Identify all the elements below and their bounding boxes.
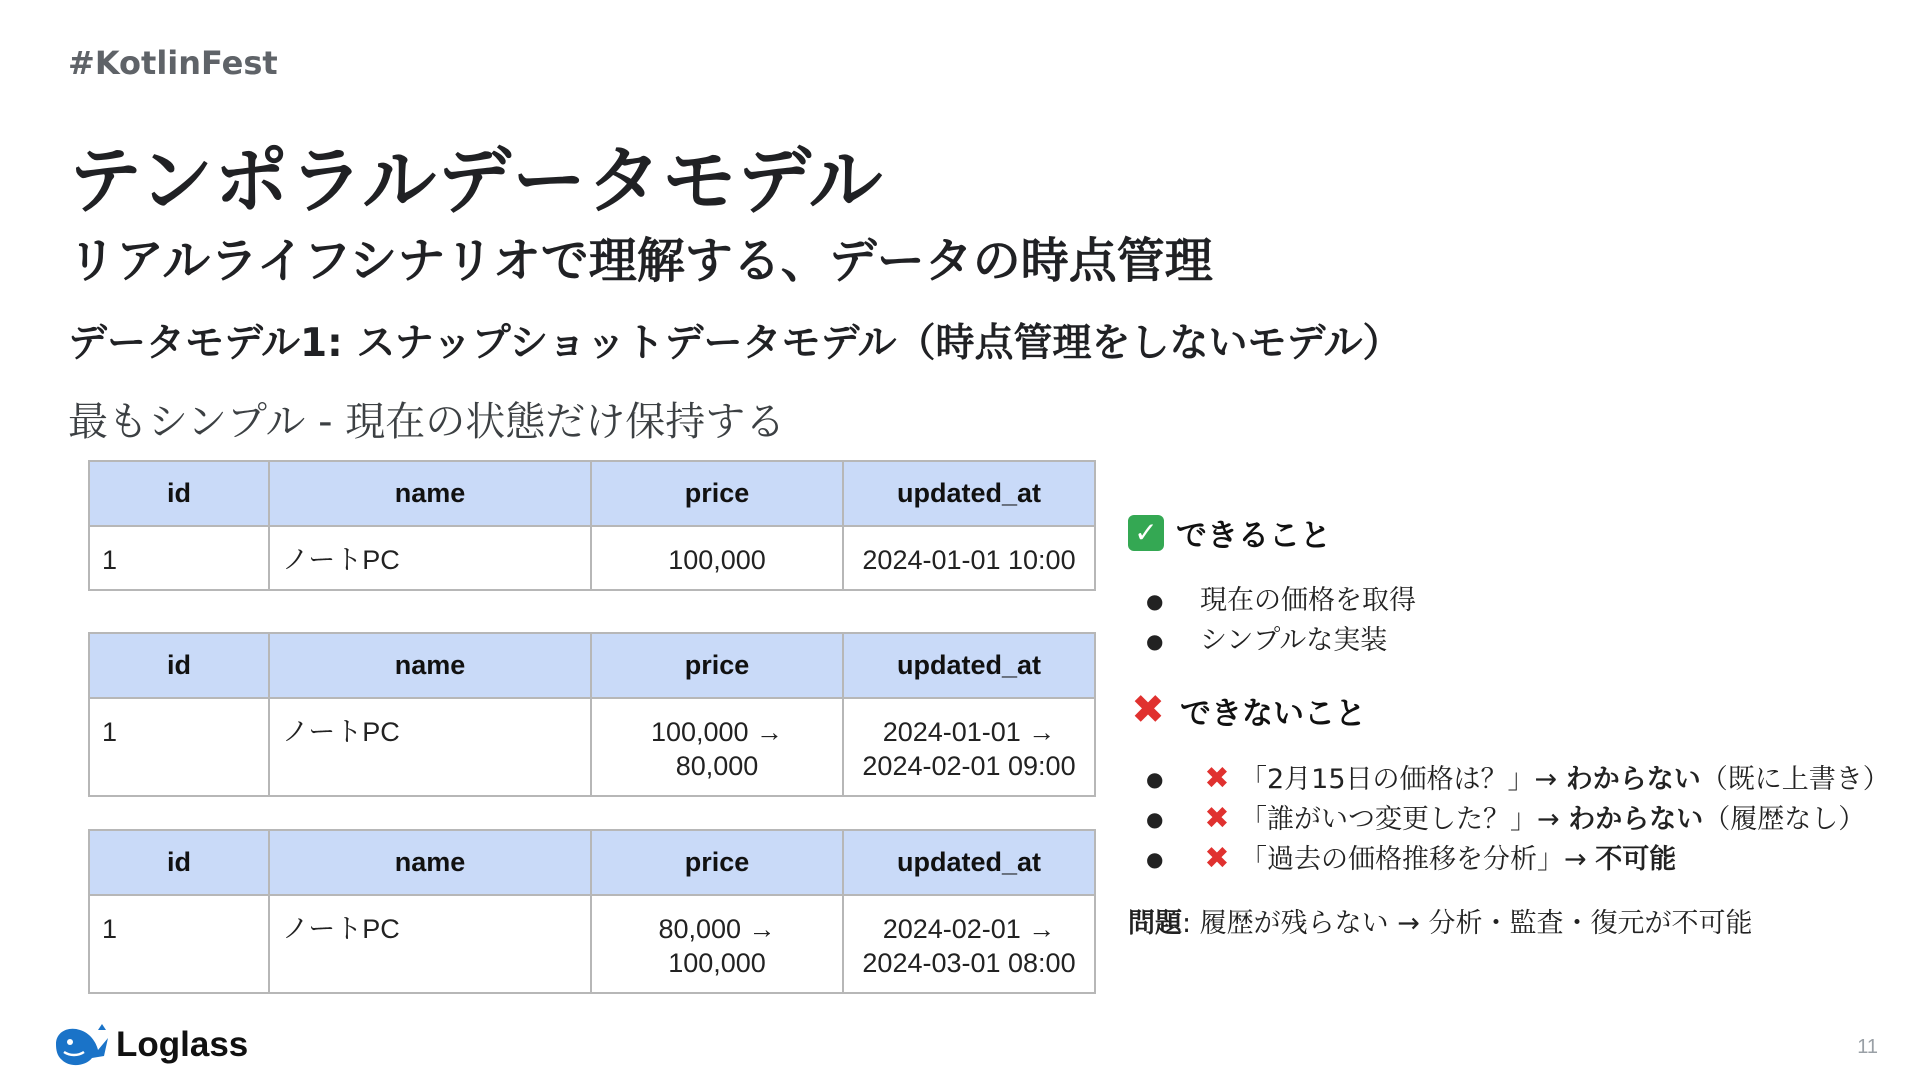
cannot-heading-text: できないこと (1180, 695, 1366, 732)
cell-name: ノートPC (269, 698, 591, 796)
cell-updated-at-line: 2024-01-01 → (882, 717, 1056, 747)
cell-price (591, 526, 843, 590)
column-header-id: id (89, 830, 269, 895)
cell-price-line: 100,000 → (650, 717, 784, 747)
cannot-question: 「過去の価格推移を分析」→ (1240, 844, 1596, 875)
can-list (1128, 581, 1908, 661)
cell-updated-at (843, 698, 1095, 796)
column-header-updated-at: updated_at (843, 633, 1095, 698)
column-header-id: id (89, 461, 269, 526)
table-header-row (89, 633, 1095, 698)
cannot-answer: 不可能 (1595, 844, 1677, 875)
list-item (1128, 839, 1908, 879)
snapshot-table-3 (88, 829, 1096, 994)
cell-updated-at (843, 895, 1095, 993)
can-heading-text: できること (1176, 518, 1331, 554)
cell-price (591, 895, 843, 993)
column-header-id: id (89, 633, 269, 698)
cell-updated-at (843, 526, 1095, 590)
column-header-price: price (591, 461, 843, 526)
slide-subtitle: リアルライフシナリオで理解する、データの時点管理 (68, 233, 1213, 289)
logo-wordmark: Loglass (116, 1025, 249, 1064)
column-header-name: name (269, 830, 591, 895)
cannot-note: （履歴なし） (1703, 804, 1866, 835)
snapshot-table-1 (88, 460, 1096, 591)
problem-statement (1128, 901, 1908, 940)
list-item (1128, 799, 1908, 839)
column-header-name: name (269, 633, 591, 698)
cannot-question: 「誰がいつ変更した？」→ (1240, 804, 1569, 835)
cell-updated-at-line: 2024-01-01 10:00 (862, 545, 1076, 575)
cell-updated-at-line: 2024-02-01 09:00 (862, 751, 1076, 781)
cell-name: ノートPC (269, 526, 591, 590)
cannot-answer: わからない (1568, 804, 1704, 835)
table-row (89, 526, 1095, 590)
table-row (89, 698, 1095, 796)
column-header-price: price (591, 830, 843, 895)
hashtag: #KotlinFest (68, 44, 278, 82)
cross-mark-icon: ✖ (1204, 761, 1230, 796)
table-row (89, 895, 1095, 993)
cell-price (591, 698, 843, 796)
snapshot-table-2 (88, 632, 1096, 797)
column-header-updated-at: updated_at (843, 461, 1095, 526)
cannot-list (1128, 759, 1908, 879)
problem-text: : 履歴が残らない → 分析・監査・復元が不可能 (1182, 908, 1753, 939)
column-header-price: price (591, 633, 843, 698)
check-mark-icon: ✓ (1128, 515, 1164, 551)
cell-price-line: 80,000 (675, 751, 759, 781)
cell-updated-at-line: 2024-03-01 08:00 (862, 948, 1076, 978)
cell-price-line: 80,000 → (658, 914, 776, 944)
page-number: 11 (1857, 1036, 1878, 1058)
cross-mark-icon: ✖ (1131, 687, 1165, 733)
slide-title: テンポラルデータモデル (68, 138, 884, 224)
table-header-row (89, 830, 1095, 895)
lead-text: 最もシンプル - 現在の状態だけ保持する (68, 399, 786, 445)
list-item (1128, 759, 1908, 799)
cross-mark-icon: ✖ (1204, 801, 1230, 836)
cross-mark-icon: ✖ (1204, 841, 1230, 876)
cannot-note: （既に上書き） (1700, 764, 1890, 795)
cell-name: ノートPC (269, 895, 591, 993)
loglass-logo (52, 1022, 248, 1068)
pros-cons-panel (1128, 510, 1908, 940)
cannot-heading (1128, 687, 1908, 733)
model-heading: データモデル1: スナップショットデータモデル（時点管理をしないモデル） (68, 321, 1402, 366)
can-heading (1128, 510, 1908, 555)
cell-updated-at-line: 2024-02-01 → (882, 914, 1056, 944)
table-header-row (89, 461, 1095, 526)
list-item: ● 現在の価格を取得 (1128, 581, 1908, 621)
cell-id: 1 (89, 698, 269, 796)
cell-price-line: 100,000 (668, 545, 766, 575)
column-header-name: name (269, 461, 591, 526)
cell-id: 1 (89, 526, 269, 590)
list-item: ● シンプルな実装 (1128, 621, 1908, 661)
column-header-updated-at: updated_at (843, 830, 1095, 895)
problem-label: 問題 (1128, 908, 1182, 939)
cannot-question: 「2月15日の価格は？」→ (1240, 764, 1566, 795)
cell-price-line: 100,000 (668, 948, 766, 978)
whale-logo-icon (52, 1022, 110, 1068)
cell-id: 1 (89, 895, 269, 993)
cannot-answer: わからない (1565, 764, 1701, 795)
